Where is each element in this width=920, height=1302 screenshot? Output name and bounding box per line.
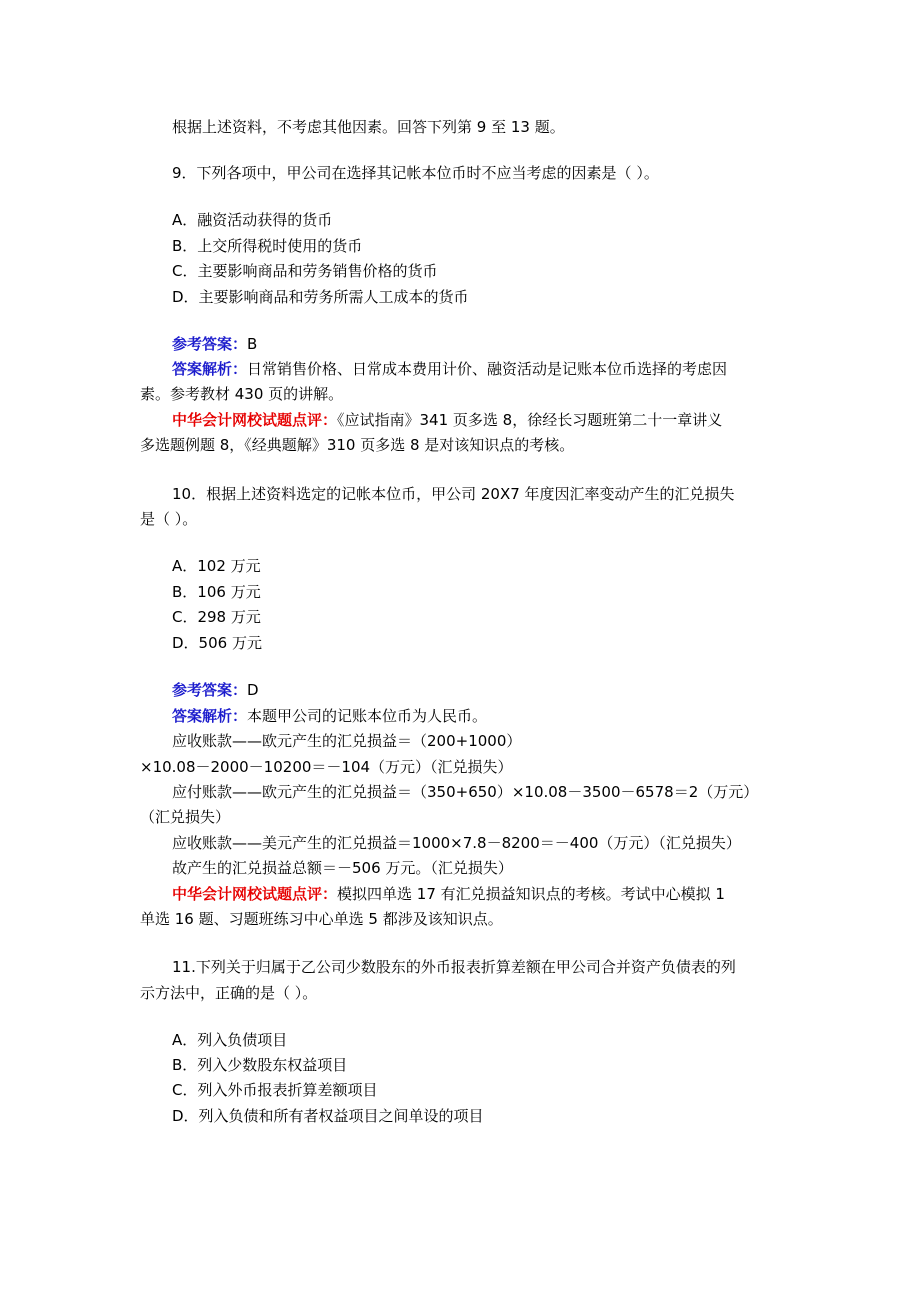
q10-calc-line: 故产生的汇兑损益总额＝－506 万元。（汇兑损失） <box>172 859 513 877</box>
q9-stem: 9．下列各项中，甲公司在选择其记帐本位币时不应当考虑的因素是（ ）。 <box>172 164 659 182</box>
q10-calc-line: 应收账款——美元产生的汇兑损益＝1000×7.8－8200＝－400（万元）（汇兑损失） <box>172 834 741 852</box>
q11-option-d: D．列入负债和所有者权益项目之间单设的项目 <box>172 1107 484 1125</box>
answer-label: 参考答案： <box>172 335 248 353</box>
analysis-label: 答案解析： <box>172 707 248 725</box>
q9-comment-cont: 多选题例题 8，《经典题解》310 页多选 8 是对该知识点的考核。 <box>140 436 575 454</box>
q10-calc-line: 应付账款——欧元产生的汇兑损益＝（350+650）×10.08－3500－6578＝2（万元） <box>172 783 759 801</box>
q10-calc-line: ×10.08－2000－10200＝－104（万元）（汇兑损失） <box>140 758 513 776</box>
q11-stem-cont: 示方法中，正确的是（ ）。 <box>140 984 318 1002</box>
analysis-label: 答案解析： <box>172 360 248 378</box>
q10-calc-line: （汇兑损失） <box>140 808 231 826</box>
q10-option-d: D．506 万元 <box>172 634 262 652</box>
q10-option-b: B．106 万元 <box>172 583 261 601</box>
q11-option-c: C．列入外币报表折算差额项目 <box>172 1081 378 1099</box>
q10-analysis <box>172 706 792 726</box>
q10-option-c: C．298 万元 <box>172 608 261 626</box>
q9-option-c: C．主要影响商品和劳务销售价格的货币 <box>172 262 438 280</box>
analysis-text: 本题甲公司的记账本位币为人民币。 <box>247 707 488 725</box>
comment-text: 模拟四单选 17 有汇兑损益知识点的考核。考试中心模拟 1 <box>337 885 725 903</box>
q10-stem-cont: 是（ ）。 <box>140 510 198 528</box>
answer-value: D <box>247 681 259 699</box>
analysis-text: 日常销售价格、日常成本费用计价、融资活动是记账本位币选择的考虑因 <box>247 360 728 378</box>
q11-option-b: B．列入少数股东权益项目 <box>172 1056 348 1074</box>
q9-option-a: A．融资活动获得的货币 <box>172 211 333 229</box>
q11-option-a: A．列入负债项目 <box>172 1031 288 1049</box>
q10-option-a: A．102 万元 <box>172 557 261 575</box>
q10-stem: 10．根据上述资料选定的记帐本位币，甲公司 20X7 年度因汇率变动产生的汇兑损失 <box>172 485 735 503</box>
intro-text: 根据上述资料，不考虑其他因素。回答下列第 9 至 13 题。 <box>172 118 565 136</box>
q11-stem: 11.下列关于归属于乙公司少数股东的外币报表折算差额在甲公司合并资产负债表的列 <box>172 958 736 976</box>
comment-text: 《应试指南》341 页多选 8，徐经长习题班第二十一章讲义 <box>337 411 723 429</box>
q10-comment <box>172 884 792 904</box>
q9-analysis <box>172 359 792 379</box>
comment-label: 中华会计网校试题点评： <box>172 885 338 903</box>
comment-label: 中华会计网校试题点评： <box>172 411 338 429</box>
q9-option-d: D．主要影响商品和劳务所需人工成本的货币 <box>172 288 469 306</box>
q10-calc-line: 应收账款——欧元产生的汇兑损益＝（200+1000） <box>172 732 522 750</box>
q9-answer <box>172 334 792 354</box>
q9-comment <box>172 410 792 430</box>
answer-value: B <box>247 335 258 353</box>
q10-answer <box>172 680 792 700</box>
answer-label: 参考答案： <box>172 681 248 699</box>
q9-option-b: B．上交所得税时使用的货币 <box>172 237 363 255</box>
q10-comment-cont: 单选 16 题、习题班练习中心单选 5 都涉及该知识点。 <box>140 910 503 928</box>
q9-analysis-cont: 素。参考教材 430 页的讲解。 <box>140 385 344 403</box>
